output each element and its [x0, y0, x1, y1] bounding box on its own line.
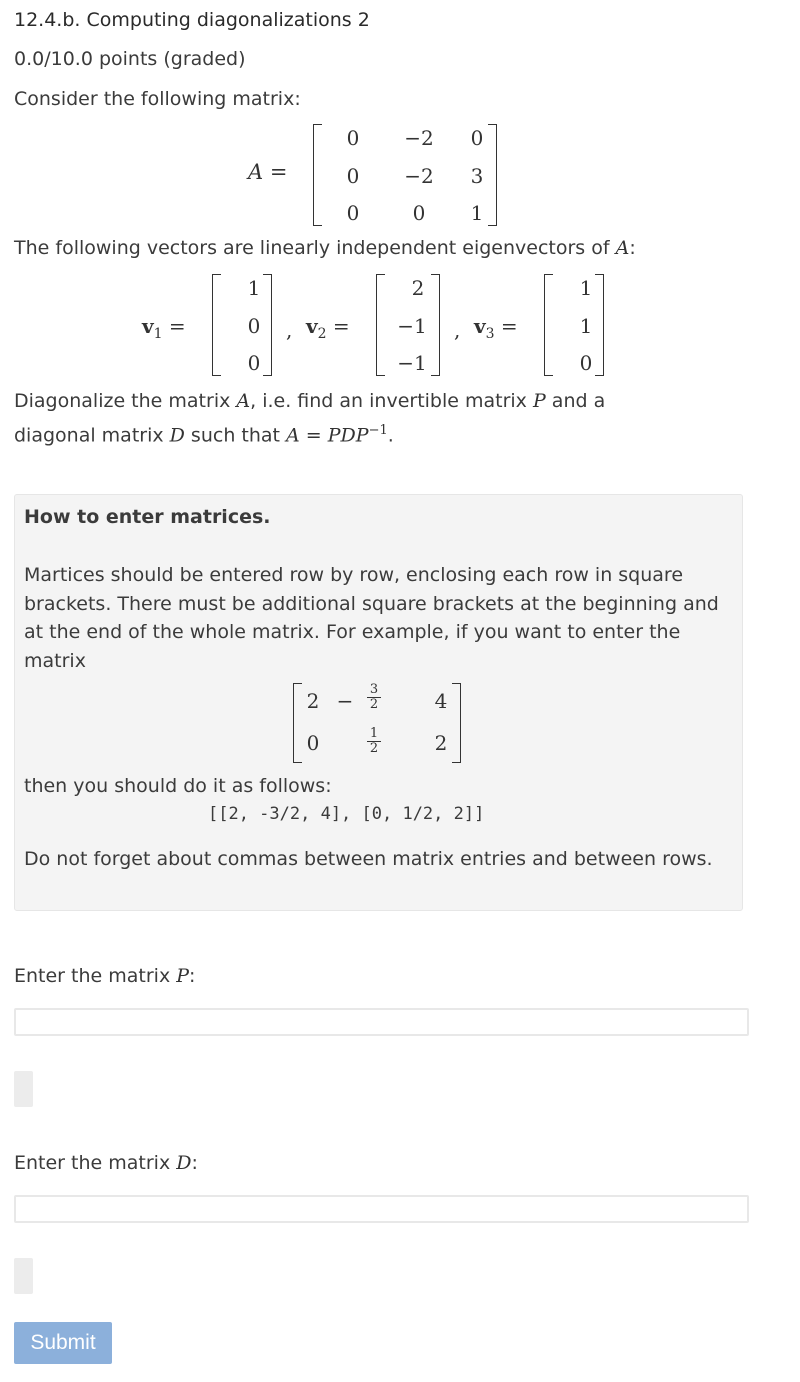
fraction: [367, 727, 381, 756]
text: Enter the matrix: [14, 1152, 177, 1174]
matrix-cell: 0: [470, 126, 484, 150]
help-paragraph-2: Do not forget about commas between matrix entries and between rows.: [24, 848, 713, 870]
help-paragraph: Martices should be entered row by row, enclosing each row in square brackets. There must be additional square brackets at the beginning and at the end of the whole matrix. For example, if you want to enter the matrix: [24, 564, 719, 672]
p-label: [14, 965, 195, 987]
vector-sub: 3: [485, 326, 495, 342]
bracket-left: [212, 274, 221, 376]
vector-3-label: $v_3$ =: [474, 314, 518, 342]
text: .: [387, 424, 394, 447]
denominator: 2: [369, 741, 379, 756]
d-status-indicator: [14, 1258, 33, 1294]
vector-cell: 2: [411, 276, 425, 300]
eigen-intro: [14, 237, 636, 259]
help-title: How to enter matrices.: [24, 506, 271, 528]
matrix-cell: 0: [346, 164, 360, 188]
matrix-p-input[interactable]: [14, 1008, 749, 1036]
eigen-intro-end: :: [629, 237, 636, 259]
vector-1: [212, 274, 272, 376]
vector-sub: 1: [153, 326, 163, 342]
vector-name: v: [142, 314, 154, 338]
vector-name: v: [474, 314, 486, 338]
var: D: [176, 1152, 192, 1174]
problem-title: 12.4.b. Computing diagonalizations 2: [14, 9, 370, 31]
vector-name: v: [306, 314, 318, 338]
vector-cell: 1: [247, 276, 261, 300]
vector-cell: −1: [397, 351, 427, 375]
vector-sub: 2: [317, 326, 327, 342]
var: P: [532, 390, 546, 412]
diag-line-2: [14, 423, 394, 446]
matrix-cell: 1: [470, 201, 484, 225]
text: diagonal matrix: [14, 424, 170, 447]
numerator: 3: [367, 683, 381, 698]
vector-cell: 1: [579, 276, 593, 300]
vector-cell: 0: [247, 351, 261, 375]
superscript: −1: [368, 423, 388, 438]
diag-line-1: [14, 390, 605, 412]
vector-2: [376, 274, 440, 376]
vector-cell: −1: [397, 314, 427, 338]
matrix-cell: −2: [404, 164, 434, 188]
text: and a: [545, 390, 606, 412]
matrix-cell: 2: [434, 731, 448, 755]
comma: ,: [286, 318, 293, 342]
text: Enter the matrix: [14, 965, 177, 987]
matrix-cell: 4: [434, 689, 448, 713]
matrix-cell: 2: [306, 689, 320, 713]
vector-1-label: $v_1$ =: [142, 314, 186, 342]
bracket-left: [376, 274, 385, 376]
vector-cell: 0: [579, 351, 593, 375]
text: , i.e. find an invertible matrix: [250, 390, 533, 412]
help-then: then you should do it as follows:: [24, 775, 332, 797]
vector-2-label: $v_2$ =: [306, 314, 350, 342]
bracket-left: [313, 124, 322, 226]
example-matrix: [293, 683, 461, 763]
matrix-cell: 0: [346, 201, 360, 225]
bracket-left: [544, 274, 553, 376]
matrix-d-input[interactable]: [14, 1195, 749, 1223]
matrix-a-label: A =: [248, 160, 288, 184]
matrix-cell: 0: [412, 201, 426, 225]
matrix-cell: 3: [470, 164, 484, 188]
matrix-cell: 0: [346, 126, 360, 150]
vector-cell: 0: [247, 314, 261, 338]
eigen-intro-var: A: [615, 237, 630, 259]
denominator: 2: [369, 697, 379, 712]
eigen-intro-text: The following vectors are linearly independent eigenvectors of: [14, 237, 616, 259]
var: D: [169, 424, 185, 447]
text: Diagonalize the matrix: [14, 390, 237, 412]
text: :: [191, 1152, 198, 1174]
numerator: 1: [367, 727, 381, 742]
consider-text: Consider the following matrix:: [14, 88, 301, 110]
text: such that: [184, 424, 287, 447]
vector-cell: 1: [579, 314, 593, 338]
d-label: [14, 1152, 198, 1174]
submit-button[interactable]: Submit: [14, 1322, 112, 1364]
var: A: [236, 390, 251, 412]
text: :: [189, 965, 196, 987]
matrix-cell: −: [336, 689, 354, 713]
comma: ,: [454, 318, 461, 342]
matrix-a-name: A: [248, 160, 264, 184]
fraction: [367, 683, 381, 712]
equation: A = PDP: [286, 424, 369, 447]
p-status-indicator: [14, 1071, 33, 1107]
matrix-a: [313, 124, 497, 226]
help-code-example: [[2, -3/2, 4], [0, 1/2, 2]]: [208, 804, 485, 824]
matrix-cell: 0: [306, 731, 320, 755]
vector-3: [544, 274, 604, 376]
points-status: 0.0/10.0 points (graded): [14, 48, 246, 70]
var: P: [176, 965, 190, 987]
matrix-cell: −2: [404, 126, 434, 150]
